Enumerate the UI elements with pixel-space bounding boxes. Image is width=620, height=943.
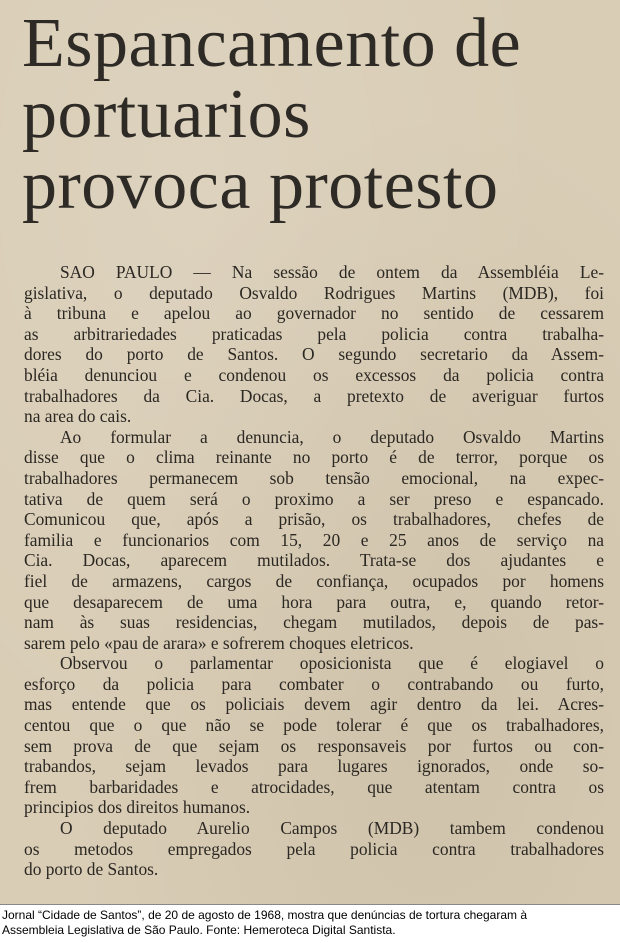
text-line: trabalhadores da Cia. Docas, a pretexto de averiguar furtos [24,385,604,406]
text-line: Cia. Docas, aparecem mutilados. Trata-se dos ajudantes e [24,550,604,571]
text-line: fiel de armazens, cargos de confiança, ocupados por homens [24,570,604,591]
paragraph-3 [24,653,604,818]
text-line: gislativa, o deputado Osvaldo Rodrigues Martins (MDB), foi [24,282,604,303]
text-line: mas entende que os policiais devem agir dentro da lei. Acres- [24,694,604,715]
text-line: Ao formular a denuncia, o deputado Osvaldo Martins [60,426,604,447]
paragraph-1 [24,262,604,427]
text-line: dores do porto de Santos. O segundo secretario da Assem- [24,344,604,365]
text-line: as arbitrariedades praticadas pela policia contra trabalha- [24,323,604,344]
text-line: nam às suas residencias, chegam mutilados, depois de pas- [24,612,604,633]
text-line: à tribuna e apelou ao governador no sentido de cessarem [24,303,604,324]
text-line: esforço da policia para combater o contrabando ou furto, [24,673,604,694]
text-line: Observou o parlamentar oposicionista que é elogiavel o [60,653,604,674]
text-line: trabandos, sejam levados para lugares ignorados, onde so- [24,756,604,777]
text-line: os metodos empregados pela policia contra trabalhadores [24,838,604,859]
text-line: familia e funcionarios com 15, 20 e 25 anos de serviço na [24,529,604,550]
paragraph-4 [24,818,604,880]
caption-line: Jornal “Cidade de Santos”, de 20 de agosto de 1968, mostra que denúncias de tortura chegaram à [2,908,528,922]
caption-line: Assembleia Legislativa de São Paulo. Fonte: Hemeroteca Digital Santista. [2,923,396,937]
text-line: sarem pelo «pau de arara» e sofrerem choques eletricos. [24,632,414,653]
text-line: que desaparecem de uma hora para outra, e, quando retor- [24,591,604,612]
caption-area [0,904,620,943]
text-line: sem prova de que sejam os responsaveis por furtos ou con- [24,735,604,756]
paragraph-2 [24,427,604,654]
text-line: frem barbaridades e atrocidades, que atentam contra os [24,776,604,797]
text-line: bléia denunciou e condenou os excessos da policia contra [24,364,604,385]
photo-caption [2,908,616,938]
text-line: SAO PAULO — Na sessão de ontem da Assembléia Le- [60,262,604,282]
article-body [24,262,604,880]
text-line: disse que o clima reinante no porto é de terror, porque os [24,447,604,468]
text-line: centou que o que não se pode tolerar é que os trabalhadores, [24,715,604,736]
headline [22,5,612,224]
text-line: O deputado Aurelio Campos (MDB) tambem condenou [60,818,604,839]
text-line: Comunicou que, após a prisão, os trabalhadores, chefes de [24,509,604,530]
text-line: na area do cais. [24,406,132,427]
text-line: do porto de Santos. [24,859,159,880]
headline-line: Espancamento de [22,5,522,82]
headline-line: provoca protesto [22,147,499,224]
text-line: principios dos direitos humanos. [24,797,251,818]
headline-line: portuarios [22,76,311,153]
text-line: tativa de quem será o proximo a ser preso e espancado. [24,488,604,509]
text-line: trabalhadores permanecem sob tensão emocional, na expec- [24,467,604,488]
